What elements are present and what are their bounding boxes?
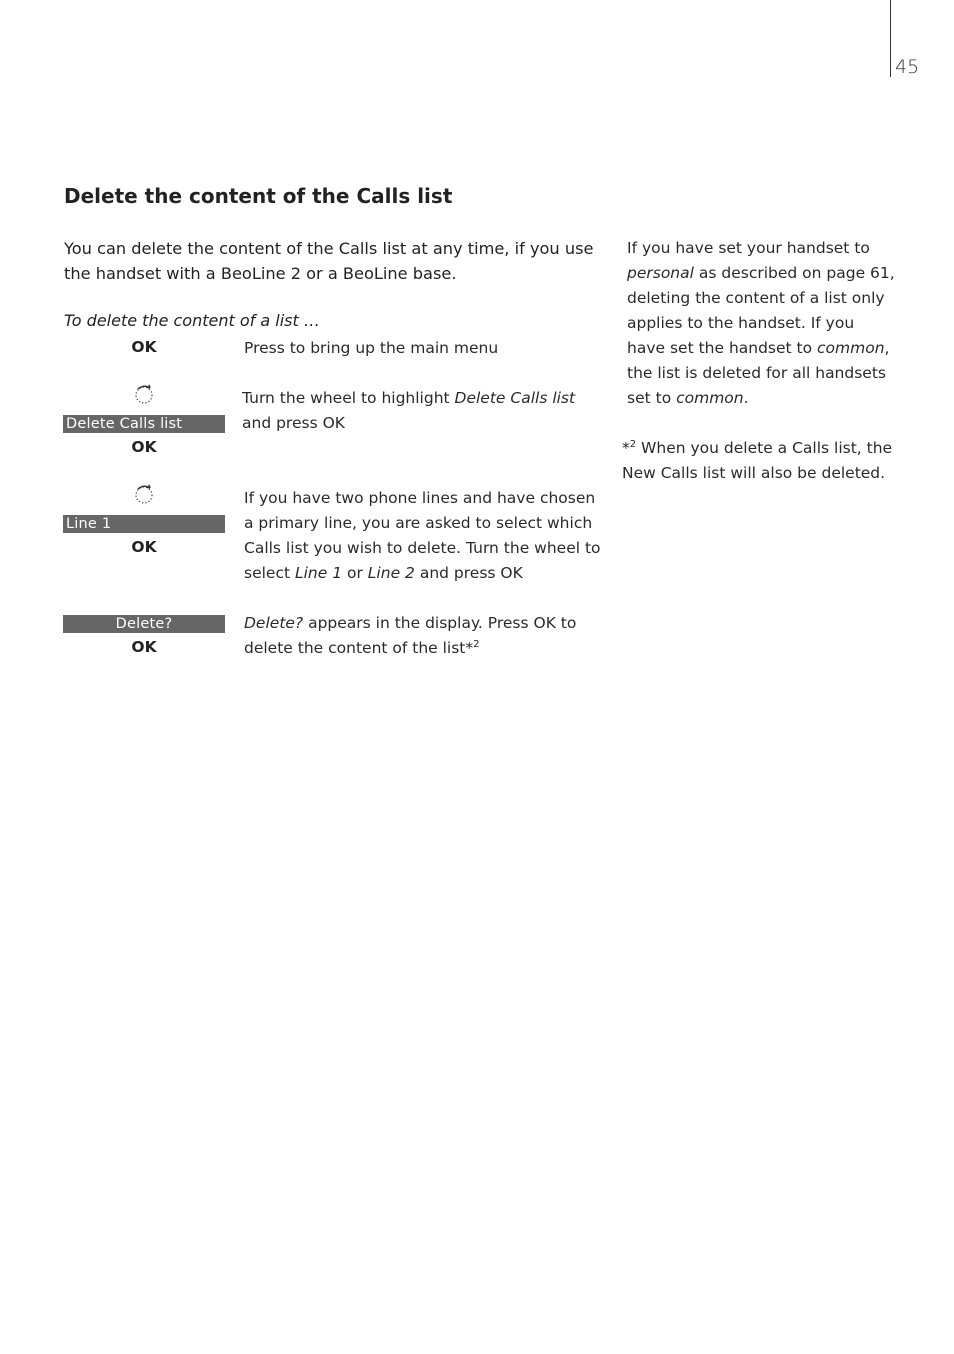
- wheel-icon: [133, 483, 155, 505]
- display-line-1: Line 1: [63, 515, 225, 533]
- intro-paragraph: You can delete the content of the Calls list at any time, if you use the handset with a BeoLine 2 or a BeoLine base.: [64, 239, 594, 283]
- sidebar-paragraph: If you have set your handset to personal as described on page 61, deleting the content of a list only applies to the handset. If you have set the handset to common, the list is deleted for all handsets set to common.: [627, 239, 895, 407]
- display-delete-prompt: Delete?: [63, 615, 225, 633]
- ok-key-label: OK: [131, 638, 157, 656]
- page-number: 45: [895, 56, 920, 78]
- footnote: *$^2$ When you delete a Calls list, the New Calls list will also be deleted.: [622, 439, 893, 482]
- section-heading: Delete the content of the Calls list: [64, 184, 453, 208]
- step-3-text: If you have two phone lines and have chosen a primary line, you are asked to select which Calls list you wish to delete. Turn the wheel to select Line 1 or Line 2 and press OK: [244, 489, 601, 582]
- ok-key-label: OK: [131, 438, 157, 456]
- step-1-text: Press to bring up the main menu: [244, 339, 499, 357]
- step-2-text: Turn the wheel to highlight Delete Calls list and press OK: [242, 389, 576, 432]
- wheel-icon: [133, 383, 155, 405]
- ok-key-label: OK: [131, 338, 157, 356]
- page-edge-rule: [890, 0, 891, 77]
- ok-key-label: OK: [131, 538, 157, 556]
- display-delete-calls-list: Delete Calls list: [63, 415, 225, 433]
- procedure-subheading: To delete the content of a list …: [64, 311, 320, 330]
- step-4-text: Delete? appears in the display. Press OK to delete the content of the list*$^2$: [244, 614, 577, 657]
